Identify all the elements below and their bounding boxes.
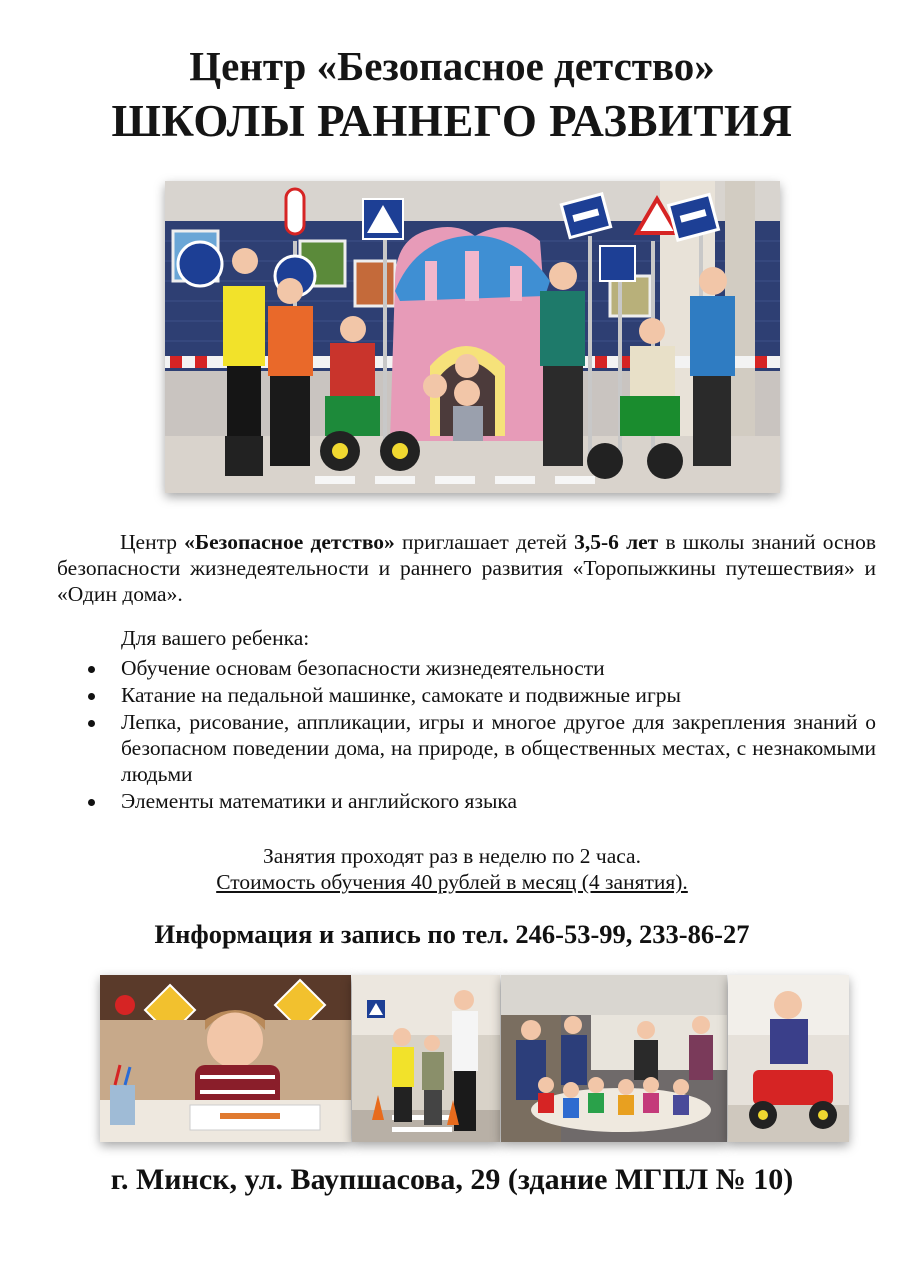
bullet-icon [88,693,95,700]
intro-paragraph [57,529,876,607]
list-item [121,788,876,814]
intro-text-2: приглашает детей [394,530,575,554]
list-item [121,682,876,708]
bullet-icon [88,720,95,727]
list-item-text: Лепка, рисование, аппликации, игры и многое другое для закрепления знаний о безопасном поведении дома, на природе, в общественных местах, с незнакомыми людьми [121,710,876,786]
hero-photo-children-traffic-game [165,181,780,493]
contact-info: Информация и запись по тел. 246-53-99, 233-86-27 [154,919,750,949]
bullet-icon [88,799,95,806]
features-list [121,655,876,815]
list-item [121,709,876,787]
photo-girl-drawing [100,975,351,1142]
page-title-line2: ШКОЛЫ РАННЕГО РАЗВИТИЯ [111,96,793,146]
features-heading: Для вашего ребенка: [121,626,310,650]
cost-text: Стоимость обучения 40 рублей в месяц (4 занятия). [216,870,688,894]
list-item-text: Обучение основам безопасности жизнедеятельности [121,656,605,680]
address: г. Минск, ул. Ваупшасова, 29 (здание МГПЛ № 10) [110,1163,794,1196]
page-title-line1: Центр «Безопасное детство» [189,43,715,89]
bullet-icon [88,666,95,673]
age-range: 3,5-6 лет [574,530,659,554]
list-item [121,655,876,681]
schedule-text: Занятия проходят раз в неделю по 2 часа. [263,844,641,868]
photo-boy-pedal-car [728,975,849,1142]
intro-text-1: Центр [120,530,185,554]
list-item-text: Катание на педальной машинке, самокате и подвижные игры [121,683,681,707]
photo-crosswalk-training [352,975,500,1142]
center-name: «Безопасное детство» [184,530,395,554]
list-item-text: Элементы математики и английского языка [121,789,518,813]
photo-class-with-officers [501,975,727,1142]
intro-text-3: в школы знаний основ безопасности жизнедеятельности и раннего развития «Торопыжкины путешествия» и «Один дома». [57,530,876,606]
